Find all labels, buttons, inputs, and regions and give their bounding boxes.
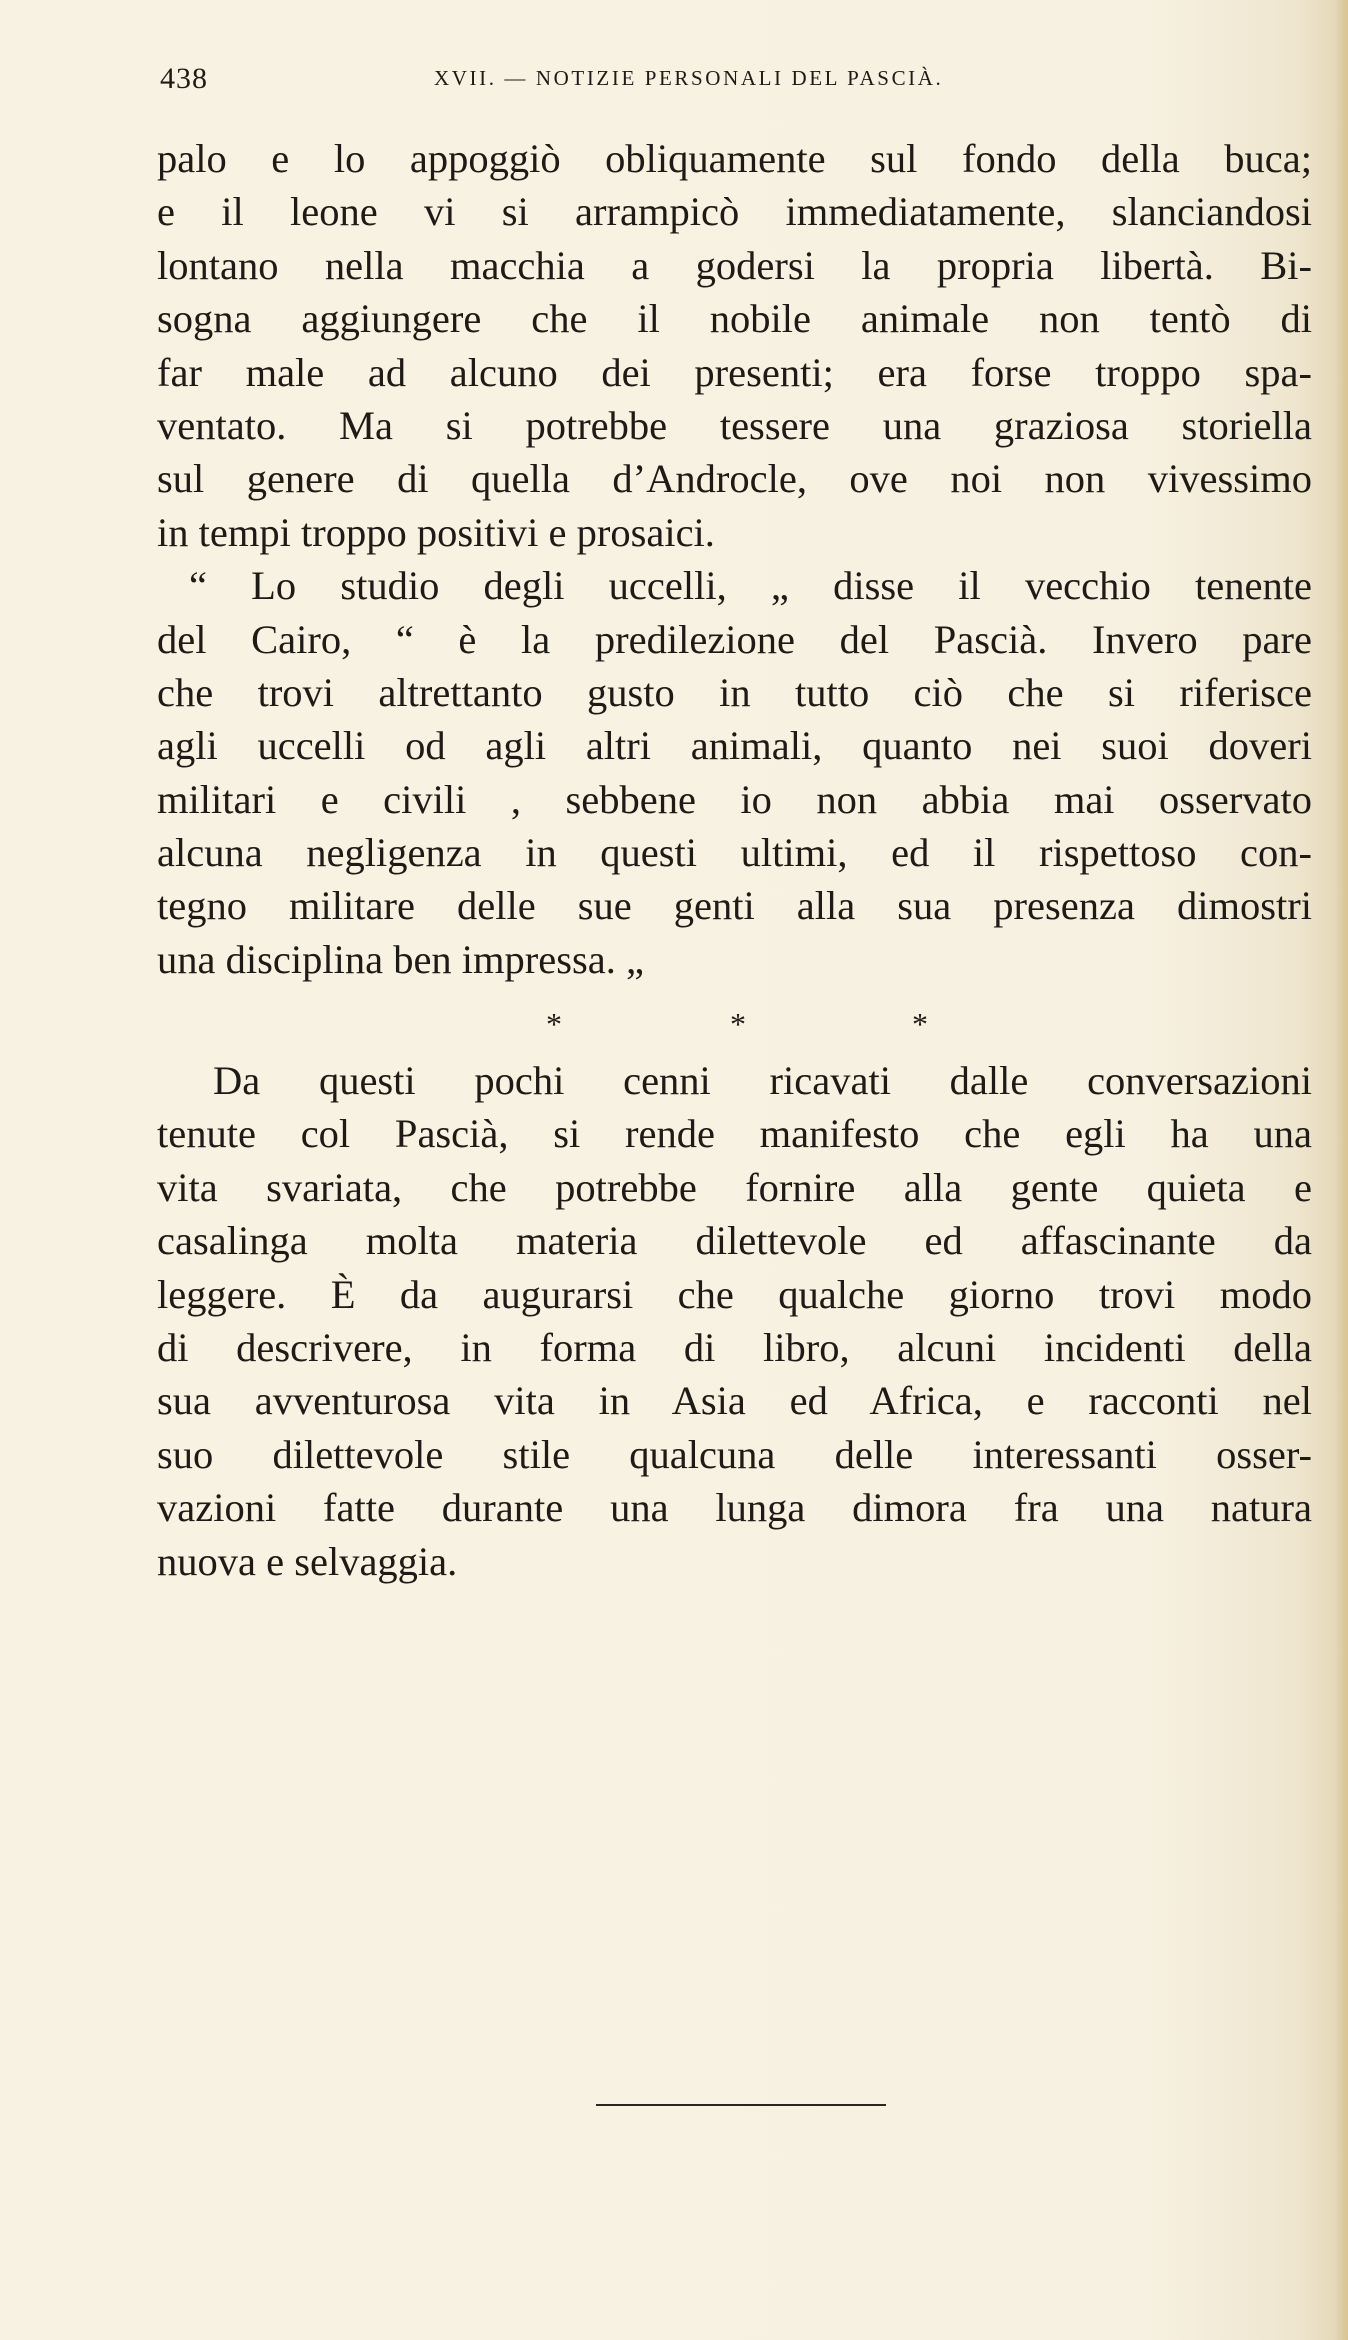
- paragraph-conclusion: [157, 1054, 1312, 1588]
- text-line: “ Lo studio degli uccelli, „ disse il vecchio tenente: [189, 563, 1312, 609]
- text-line: tegno militare delle sue genti alla sua presenza dimostri: [157, 883, 1312, 929]
- text-line: in tempi troppo positivi e prosaici.: [157, 509, 715, 555]
- text-line: Da questi pochi cenni ricavati dalle conversazioni: [213, 1058, 1312, 1103]
- page-edge-shadow: [1334, 0, 1348, 2340]
- text-line: e il leone vi si arrampicò immediatamente, slanciandosi: [157, 189, 1312, 235]
- text-line: nuova e selvaggia.: [157, 1538, 458, 1584]
- text-line: di descrivere, in forma di libro, alcuni incidenti della: [157, 1324, 1312, 1370]
- paragraph-birds-quote: [157, 559, 1312, 986]
- page-header: [160, 62, 1200, 102]
- text-line: lontano nella macchia a godersi la propria libertà. Bi-: [157, 242, 1312, 288]
- text-line: palo e lo appoggiò obliquamente sul fondo della buca;: [157, 136, 1312, 181]
- text-line: una disciplina ben impressa. „: [157, 936, 644, 982]
- text-line: suo dilettevole stile qualcuna delle interessanti osser-: [157, 1431, 1312, 1477]
- text-line: agli uccelli od agli altri animali, quanto nei suoi doveri: [157, 723, 1312, 769]
- text-line: casalinga molta materia dilettevole ed affascinante da: [157, 1218, 1312, 1264]
- text-line: far male ad alcuno dei presenti; era forse troppo spa-: [157, 349, 1312, 395]
- text-line: leggere. È da augurarsi che qualche giorno trovi modo: [157, 1271, 1312, 1317]
- text-line: che trovi altrettanto gusto in tutto ciò che si riferisce: [157, 669, 1312, 715]
- text-block-top: [157, 132, 1312, 986]
- text-line: vazioni fatte durante una lunga dimora fra una natura: [157, 1485, 1312, 1531]
- text-block-bottom: [157, 1054, 1312, 1588]
- text-line: sua avventurosa vita in Asia ed Africa, e racconti nel: [157, 1378, 1312, 1424]
- end-rule: [596, 2104, 886, 2106]
- separator-star: *: [730, 1006, 746, 1042]
- text-line: militari e civili , sebbene io non abbia mai osservato: [157, 776, 1312, 822]
- text-line: tenute col Pascià, si rende manifesto che egli ha una: [157, 1111, 1312, 1157]
- text-line: ventato. Ma si potrebbe tessere una graziosa storiella: [157, 402, 1312, 448]
- page-number: 438: [160, 62, 208, 95]
- section-separator: [0, 1004, 1348, 1044]
- running-head: XVII. — NOTIZIE PERSONALI DEL PASCIÀ.: [434, 66, 944, 90]
- text-line: del Cairo, “ è la predilezione del Pascià. Invero pare: [157, 616, 1312, 662]
- text-line: sogna aggiungere che il nobile animale non tentò di: [157, 296, 1312, 342]
- text-line: alcuna negligenza in questi ultimi, ed il rispettoso con-: [157, 830, 1312, 876]
- text-line: vita svariata, che potrebbe fornire alla gente quieta e: [157, 1164, 1312, 1210]
- separator-star: *: [546, 1006, 562, 1042]
- separator-star: *: [912, 1006, 928, 1042]
- paragraph-lion: [157, 132, 1312, 559]
- text-line: sul genere di quella d’Androcle, ove noi non vivessimo: [157, 456, 1312, 502]
